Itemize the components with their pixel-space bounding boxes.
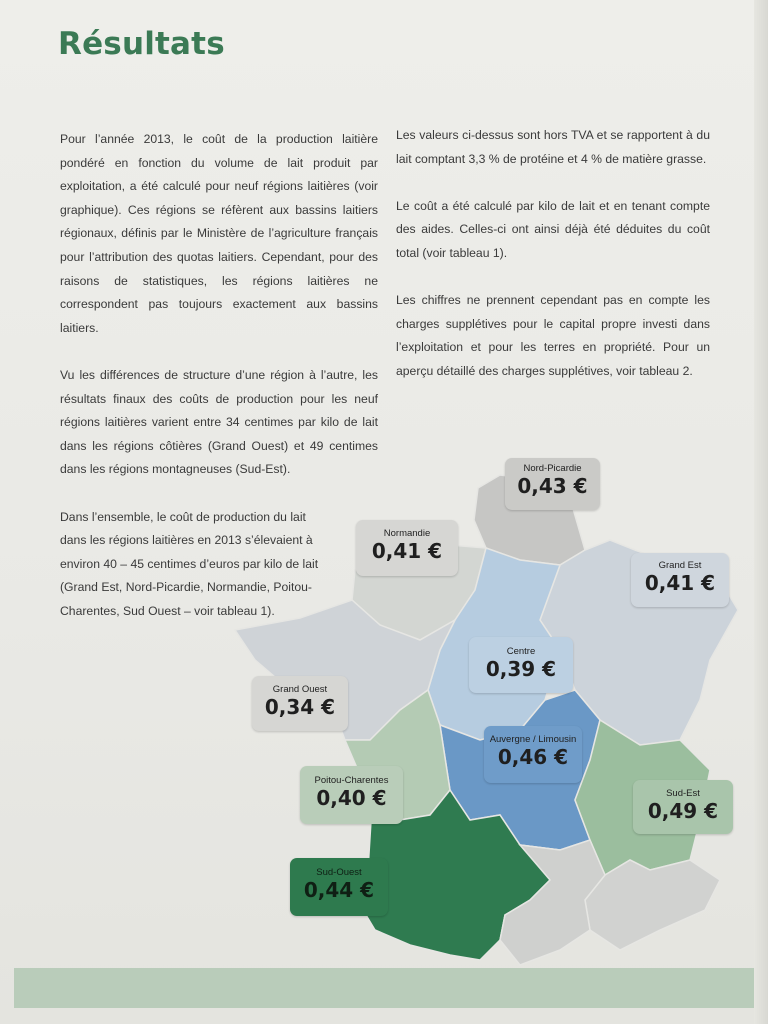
region-value: 0,44 € [303, 878, 375, 902]
region-label: Grand Est [658, 560, 702, 571]
right-paragraph-2: Le coût a été calculé par kilo de lait et en tenant compte des aides. Celles-ci ont ainsi déjà été déduites du coût total (voir tableau 1). [396, 198, 710, 260]
region-label: Nord-Picardie [523, 463, 582, 474]
tag-grand-ouest [252, 676, 348, 731]
page-title: Résultats [58, 26, 225, 62]
region-label: Sud-Est [666, 788, 700, 799]
tag-centre [469, 637, 573, 693]
right-paragraph-3: Les chiffres ne prennent cependant pas en compte les charges supplétives pour le capital propre investi dans l’exploitation et pour les terres en propriété. Pour un aperçu détaillé des charges supplétives, voir tableau 2. [396, 293, 710, 378]
region-value: 0,46 € [497, 745, 569, 769]
tag-normandie [356, 520, 458, 576]
region-label: Normandie [383, 528, 431, 539]
tag-grand-est [631, 553, 729, 607]
tag-auvergne-limousin [484, 726, 582, 783]
left-paragraph-1: Pour l’année 2013, le coût de la production laitière pondéré en fonction du volume de lait produit par exploitation, a été calculé pour neuf régions laitières (voir graphique). Ces régions se réfèrent aux bassins laitiers régionaux, définis par le Ministère de l’agriculture français pour l’attribution des quotas laitiers. Cependant, pour des raisons de statistiques, les régions laitières ne correspondent pas toujours exactement aux bassins laitiers. [60, 132, 378, 335]
left-paragraph-2: Vu les différences de structure d’une région à l’autre, les résultats finaux des coûts de production pour les neuf régions laitières varient entre 34 centimes par kilo de lait dans les régions côtières (Grand Ouest) et 49 centimes dans les régions montagneuses (Sud-Est). [60, 367, 378, 477]
region-value: 0,40 € [316, 786, 387, 810]
tag-sud-ouest [290, 858, 388, 916]
right-paragraph-1: Les valeurs ci-dessus sont hors TVA et se rapportent à du lait comptant 3,3 % de protéine et 4 % de matière grasse. [396, 128, 710, 166]
tag-nord-picardie [505, 458, 600, 510]
tag-sud-est [633, 780, 733, 834]
region-label: Poitou-Charentes [314, 775, 389, 786]
tag-poitou-charentes [300, 766, 403, 824]
region-value: 0,41 € [644, 571, 716, 595]
region-value: 0,41 € [371, 539, 443, 563]
left-paragraph-3: Dans l’ensemble, le coût de production du lait dans les régions laitières en 2013 s’élevaient à environ 40 – 45 centimes d’euros par kilo de lait (Grand Est, Nord-Picardie, Normandie, Poitou-Charentes, Sud Ouest – voir tableau 1). [60, 509, 319, 618]
footer-band [14, 968, 754, 1008]
region-label: Auvergne / Limousin [489, 734, 577, 745]
region-label: Grand Ouest [272, 684, 328, 695]
region-value: 0,49 € [647, 799, 719, 823]
region-value: 0,43 € [517, 474, 588, 498]
region-value: 0,39 € [485, 657, 557, 681]
region-value: 0,34 € [264, 695, 336, 719]
region-label: Sud-Ouest [316, 867, 362, 878]
region-label: Centre [506, 646, 536, 657]
